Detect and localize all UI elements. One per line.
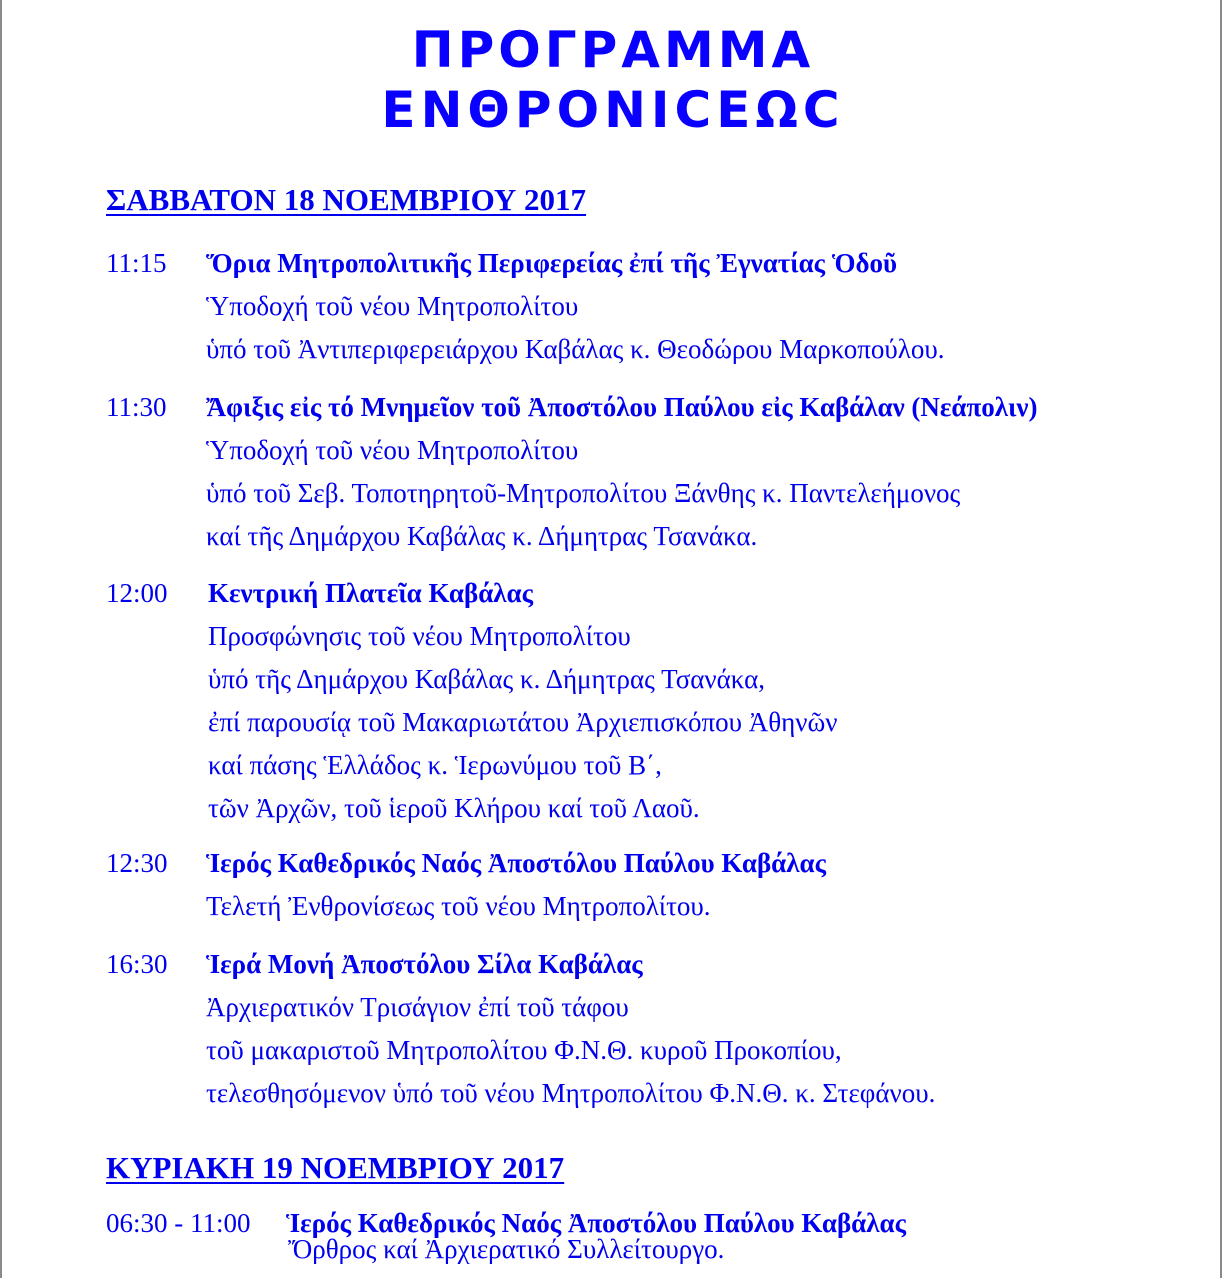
entry-time: 16:30 [106, 949, 168, 979]
entry-place: Ἱερός Καθεδρικός Ναός Ἀποστόλου Παύλου Καβάλας [286, 1208, 906, 1238]
entry-time: 12:00 [106, 578, 168, 608]
entry-line: καί τῆς Δημάρχου Καβάλας κ. Δήμητρας Τσανάκα. [206, 521, 758, 551]
entry-place: Ἄφιξις εἰς τό Μνημεῖον τοῦ Ἀποστόλου Παύλου εἰς Καβάλαν (Νεάπολιν) [206, 392, 1038, 422]
entry-details [206, 842, 826, 928]
entry-line: Ὑποδοχή τοῦ νέου Μητροπολίτου [206, 435, 579, 465]
entry-time: 06:30 - 11:00 [106, 1208, 251, 1238]
entry-details [206, 242, 944, 371]
entry-line: τελεσθησόμενον ὑπό τοῦ νέου Μητροπολίτου Φ.Ν.Θ. κ. Στεφάνου. [206, 1078, 936, 1108]
entry-details [208, 572, 837, 830]
entry-line: Τελετή Ἐνθρονίσεως τοῦ νέου Μητροπολίτου. [206, 891, 711, 921]
entry-line: καί πάσης Ἑλλάδος κ. Ἱερωνύμου τοῦ Β΄, [208, 750, 662, 780]
entry-place: Ἱερός Καθεδρικός Ναός Ἀποστόλου Παύλου Καβάλας [206, 848, 826, 878]
day-heading-sunday: ΚΥΡΙΑΚΗ 19 ΝΟΕΜΒΡΙΟΥ 2017 [106, 1150, 565, 1185]
entry-line: Ἀρχιερατικόν Τρισάγιον ἐπί τοῦ τάφου [206, 992, 629, 1022]
entry-time: 11:30 [106, 392, 167, 422]
entry-line: Ὑποδοχή τοῦ νέου Μητροπολίτου [206, 291, 579, 321]
entry-details [206, 386, 1037, 558]
entry-place: Ἱερά Μονή Ἀποστόλου Σίλα Καβάλας [206, 949, 643, 979]
entry-line: Προσφώνησις τοῦ νέου Μητροπολίτου [208, 621, 631, 651]
entry-time: 11:15 [106, 248, 167, 278]
entry-line: Ὄρθρος καί Ἀρχιερατικό Συλλείτουργο. [288, 1234, 725, 1264]
entry-line: ὑπό τοῦ Ἀντιπεριφερειάρχου Καβάλας κ. Θεοδώρου Μαρκοπούλου. [206, 334, 945, 364]
entry-time: 12:30 [106, 848, 168, 878]
day-heading-saturday: ΣΑΒΒΑΤΟΝ 18 ΝΟΕΜΒΡΙΟΥ 2017 [106, 182, 587, 217]
entry-details [286, 1202, 906, 1265]
entry-line: ὑπό τοῦ Σεβ. Τοποτηρητοῦ-Μητροπολίτου Ξάνθης κ. Παντελεήμονος [206, 478, 961, 508]
entry-line: τῶν Ἀρχῶν, τοῦ ἱεροῦ Κλήρου καί τοῦ Λαοῦ. [208, 793, 700, 823]
entry-details [206, 943, 935, 1115]
entry-place: Κεντρική Πλατεῖα Καβάλας [208, 578, 534, 608]
page-title-line-2: ΕΝΘΡΟΝΙϹΕΩϹ [381, 81, 845, 139]
entry-line: τοῦ μακαριστοῦ Μητροπολίτου Φ.Ν.Θ. κυροῦ Προκοπίου, [206, 1035, 842, 1065]
entry-line: ὑπό τῆς Δημάρχου Καβάλας κ. Δήμητρας Τσανάκα, [208, 664, 766, 694]
entry-place: Ὅρια Μητροπολιτικῆς Περιφερείας ἐπί τῆς Ἐγνατίας Ὁδοῦ [206, 248, 897, 278]
page-title-line-1: ΠΡΟΓΡΑΜΜΑ [411, 21, 815, 79]
entry-line: ἐπί παρουσίᾳ τοῦ Μακαριωτάτου Ἀρχιεπισκόπου Ἀθηνῶν [208, 707, 838, 737]
